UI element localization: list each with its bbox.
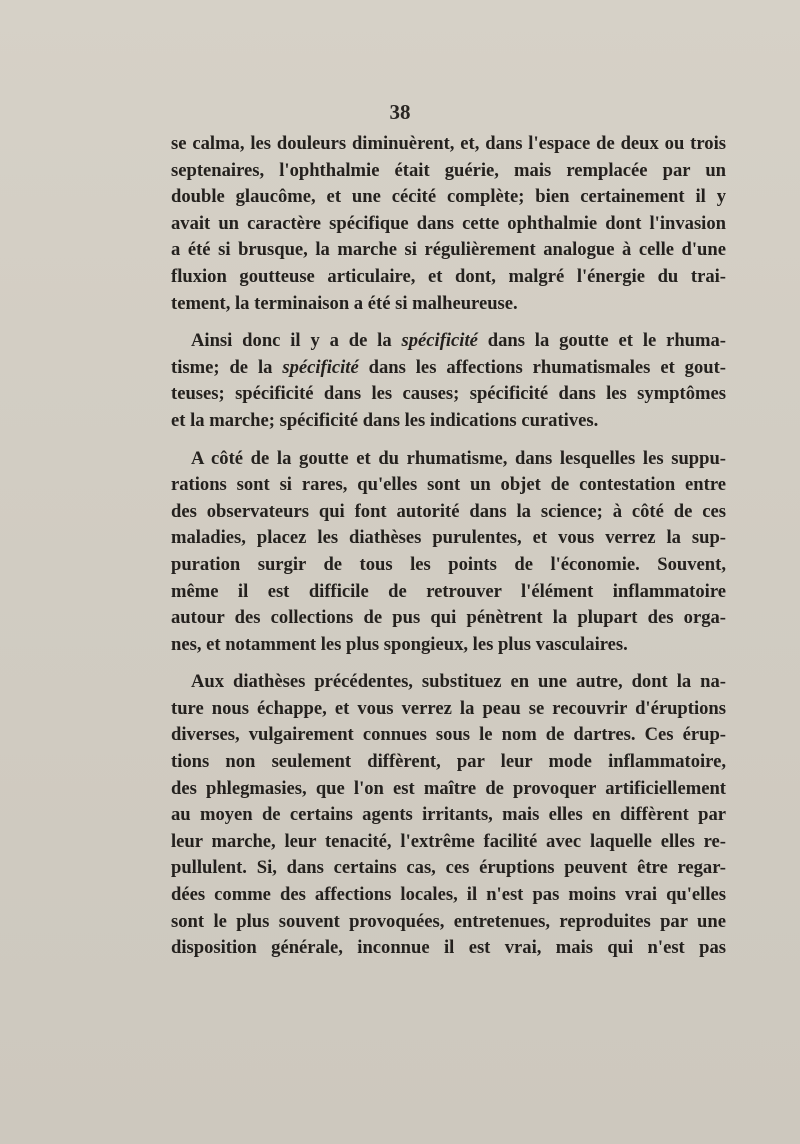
paragraph — [171, 328, 726, 434]
text-line: des phlegmasies, que l'on est maître de provoquer artificiellement — [171, 777, 726, 799]
text-line: puration surgir de tous les points de l'économie. Souvent, — [171, 553, 726, 575]
text-line: sont le plus souvent provoquées, entretenues, reproduites par une — [171, 910, 726, 932]
text-line: maladies, placez les diathèses purulentes, et vous verrez la sup- — [171, 527, 726, 549]
text-line: au moyen de certains agents irritants, mais elles en diffèrent par — [171, 804, 726, 826]
text-line: tisme; de la spécificité dans les affections rhumatismales et gout- — [171, 356, 726, 378]
italic-term: spécificité — [282, 356, 359, 378]
text-line: dées comme des affections locales, il n'est pas moins vrai qu'elles — [171, 884, 726, 906]
text-line: ture nous échappe, et vous verrez la peau se recouvrir d'éruptions — [171, 697, 726, 719]
text-line: autour des collections de pus qui pénètrent la plupart des orga- — [171, 607, 726, 629]
text-line: et la marche; spécificité dans les indications curatives. — [171, 409, 599, 431]
text-line: disposition générale, inconnue il est vrai, mais qui n'est pas — [171, 937, 726, 959]
body-text — [171, 131, 726, 962]
text-line: diverses, vulgairement connues sous le nom de dartres. Ces érup- — [171, 724, 726, 746]
text-line: Aux diathèses précédentes, substituez en une autre, dont la na- — [191, 671, 726, 693]
paragraph — [171, 669, 726, 962]
text-line: tions non seulement diffèrent, par leur mode inflammatoire, — [171, 751, 726, 773]
page-number: 38 — [389, 100, 411, 124]
text-line: double glaucôme, et une cécité complète; bien certainement il y — [171, 186, 726, 208]
text-line: pullulent. Si, dans certains cas, ces éruptions peuvent être regar- — [171, 857, 726, 879]
text-line: nes, et notamment les plus spongieux, les plus vasculaires. — [171, 633, 628, 655]
text-line: a été si brusque, la marche si régulièrement analogue à celle d'une — [171, 239, 726, 261]
paragraph — [171, 131, 726, 317]
text-line: des observateurs qui font autorité dans la science; à côté de ces — [171, 500, 726, 522]
text-line: fluxion goutteuse articulaire, et dont, malgré l'énergie du trai- — [171, 265, 726, 287]
text-line: tement, la terminaison a été si malheureuse. — [171, 292, 518, 314]
text-line: leur marche, leur tenacité, l'extrême facilité avec laquelle elles re- — [171, 830, 726, 852]
text-line: A côté de la goutte et du rhumatisme, dans lesquelles les suppu- — [191, 447, 726, 469]
text-line: septenaires, l'ophthalmie était guérie, mais remplacée par un — [171, 159, 726, 181]
paragraph — [171, 446, 726, 659]
text-line: avait un caractère spécifique dans cette ophthalmie dont l'invasion — [171, 212, 726, 234]
text-line: se calma, les douleurs diminuèrent, et, dans l'espace de deux ou trois — [171, 133, 726, 154]
text-line: même il est difficile de retrouver l'élément inflammatoire — [171, 580, 726, 602]
text-line: rations sont si rares, qu'elles sont un objet de contestation entre — [171, 474, 726, 496]
text-line: Ainsi donc il y a de la spécificité dans la goutte et le rhuma- — [191, 330, 726, 352]
italic-term: spécificité — [401, 330, 478, 352]
text-line: teuses; spécificité dans les causes; spécificité dans les symptômes — [171, 383, 726, 405]
